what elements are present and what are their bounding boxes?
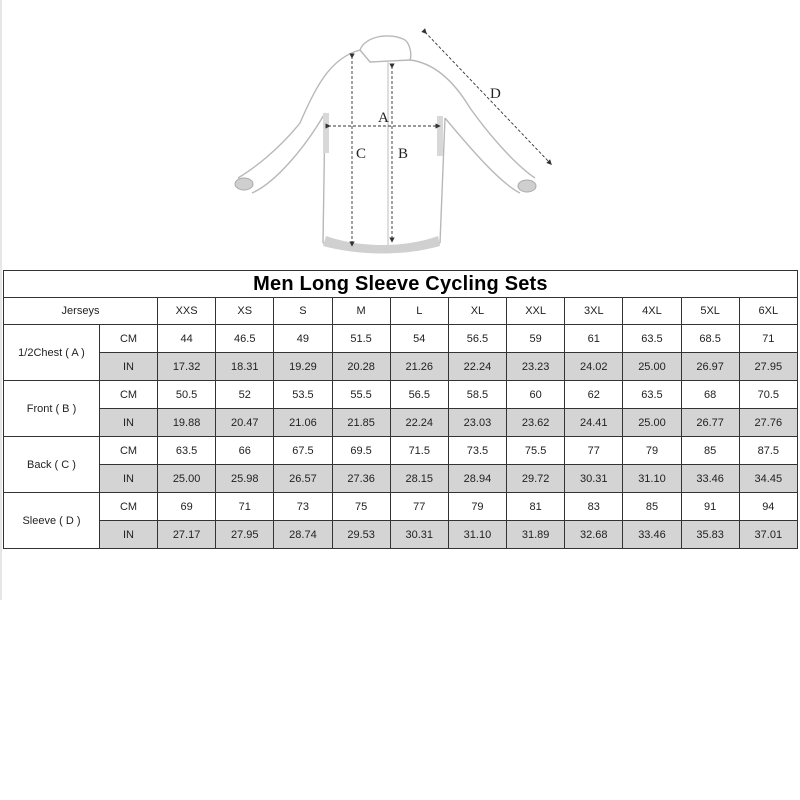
value-cell: 63.5 [623,381,681,409]
value-cell: 68.5 [681,325,739,353]
value-cell: 53.5 [274,381,332,409]
value-cell: 79 [448,493,506,521]
value-cell: 71.5 [390,437,448,465]
value-cell: 68 [681,381,739,409]
unit-label-cm: CM [100,493,158,521]
value-cell: 71 [739,325,797,353]
value-cell: 24.41 [565,409,623,437]
value-cell: 25.00 [158,465,216,493]
value-cell: 85 [681,437,739,465]
value-cell: 27.17 [158,521,216,549]
value-cell: 60 [507,381,565,409]
label-d: D [490,86,501,102]
value-cell: 25.00 [623,353,681,381]
value-cell: 77 [565,437,623,465]
value-cell: 51.5 [332,325,390,353]
label-c: C [356,146,367,162]
value-cell: 21.26 [390,353,448,381]
table-row [4,325,798,353]
value-cell: 77 [390,493,448,521]
size-header-m: M [332,298,390,325]
value-cell: 19.29 [274,353,332,381]
unit-label-in: IN [100,409,158,437]
value-cell: 79 [623,437,681,465]
value-cell: 31.10 [448,521,506,549]
measurement-label: Back ( C ) [4,437,100,493]
value-cell: 56.5 [448,325,506,353]
size-header-xs: XS [216,298,274,325]
value-cell: 56.5 [390,381,448,409]
value-cell: 22.24 [448,353,506,381]
size-header-l: L [390,298,448,325]
table-row [4,465,798,493]
jersey-diagram [220,18,580,258]
unit-label-cm: CM [100,381,158,409]
value-cell: 83 [565,493,623,521]
size-header-4xl: 4XL [623,298,681,325]
unit-label-in: IN [100,521,158,549]
value-cell: 28.94 [448,465,506,493]
value-cell: 28.15 [390,465,448,493]
value-cell: 69 [158,493,216,521]
table-row [4,437,798,465]
jersey-outline [220,18,580,258]
table-row [4,409,798,437]
value-cell: 30.31 [390,521,448,549]
value-cell: 69.5 [332,437,390,465]
value-cell: 62 [565,381,623,409]
value-cell: 71 [216,493,274,521]
value-cell: 66 [216,437,274,465]
value-cell: 61 [565,325,623,353]
size-header-xl: XL [448,298,506,325]
value-cell: 23.62 [507,409,565,437]
value-cell: 55.5 [332,381,390,409]
value-cell: 18.31 [216,353,274,381]
value-cell: 63.5 [158,437,216,465]
value-cell: 46.5 [216,325,274,353]
value-cell: 50.5 [158,381,216,409]
size-header-3xl: 3XL [565,298,623,325]
table-row [4,381,798,409]
table-row [4,353,798,381]
value-cell: 27.95 [216,521,274,549]
value-cell: 17.32 [158,353,216,381]
table-row [4,521,798,549]
value-cell: 94 [739,493,797,521]
value-cell: 31.89 [507,521,565,549]
value-cell: 59 [507,325,565,353]
size-header-xxs: XXS [158,298,216,325]
value-cell: 52 [216,381,274,409]
measurement-label: 1/2Chest ( A ) [4,325,100,381]
value-cell: 27.36 [332,465,390,493]
value-cell: 30.31 [565,465,623,493]
value-cell: 75 [332,493,390,521]
size-header-xxl: XXL [507,298,565,325]
unit-label-in: IN [100,353,158,381]
value-cell: 22.24 [390,409,448,437]
value-cell: 33.46 [681,465,739,493]
size-header-6xl: 6XL [739,298,797,325]
value-cell: 27.95 [739,353,797,381]
unit-label-cm: CM [100,325,158,353]
value-cell: 81 [507,493,565,521]
size-header-5xl: 5XL [681,298,739,325]
value-cell: 21.06 [274,409,332,437]
label-b: B [398,146,409,162]
value-cell: 19.88 [158,409,216,437]
value-cell: 23.23 [507,353,565,381]
value-cell: 26.57 [274,465,332,493]
value-cell: 26.77 [681,409,739,437]
value-cell: 63.5 [623,325,681,353]
value-cell: 32.68 [565,521,623,549]
corner-label: Jerseys [4,298,158,325]
value-cell: 25.98 [216,465,274,493]
value-cell: 85 [623,493,681,521]
page-edge [0,0,2,600]
unit-label-cm: CM [100,437,158,465]
measurement-label: Front ( B ) [4,381,100,437]
value-cell: 23.03 [448,409,506,437]
size-chart-table [3,270,798,549]
label-a: A [378,110,389,126]
value-cell: 87.5 [739,437,797,465]
value-cell: 31.10 [623,465,681,493]
value-cell: 28.74 [274,521,332,549]
value-cell: 67.5 [274,437,332,465]
value-cell: 70.5 [739,381,797,409]
value-cell: 37.01 [739,521,797,549]
size-header-s: S [274,298,332,325]
value-cell: 35.83 [681,521,739,549]
value-cell: 58.5 [448,381,506,409]
value-cell: 29.72 [507,465,565,493]
value-cell: 73.5 [448,437,506,465]
value-cell: 20.47 [216,409,274,437]
value-cell: 21.85 [332,409,390,437]
value-cell: 49 [274,325,332,353]
value-cell: 20.28 [332,353,390,381]
value-cell: 24.02 [565,353,623,381]
value-cell: 33.46 [623,521,681,549]
size-header-row [4,298,798,325]
measurement-label: Sleeve ( D ) [4,493,100,549]
value-cell: 26.97 [681,353,739,381]
table-title: Men Long Sleeve Cycling Sets [4,271,798,298]
value-cell: 91 [681,493,739,521]
value-cell: 27.76 [739,409,797,437]
value-cell: 34.45 [739,465,797,493]
unit-label-in: IN [100,465,158,493]
value-cell: 75.5 [507,437,565,465]
value-cell: 54 [390,325,448,353]
value-cell: 73 [274,493,332,521]
value-cell: 44 [158,325,216,353]
value-cell: 29.53 [332,521,390,549]
value-cell: 25.00 [623,409,681,437]
table-row [4,493,798,521]
